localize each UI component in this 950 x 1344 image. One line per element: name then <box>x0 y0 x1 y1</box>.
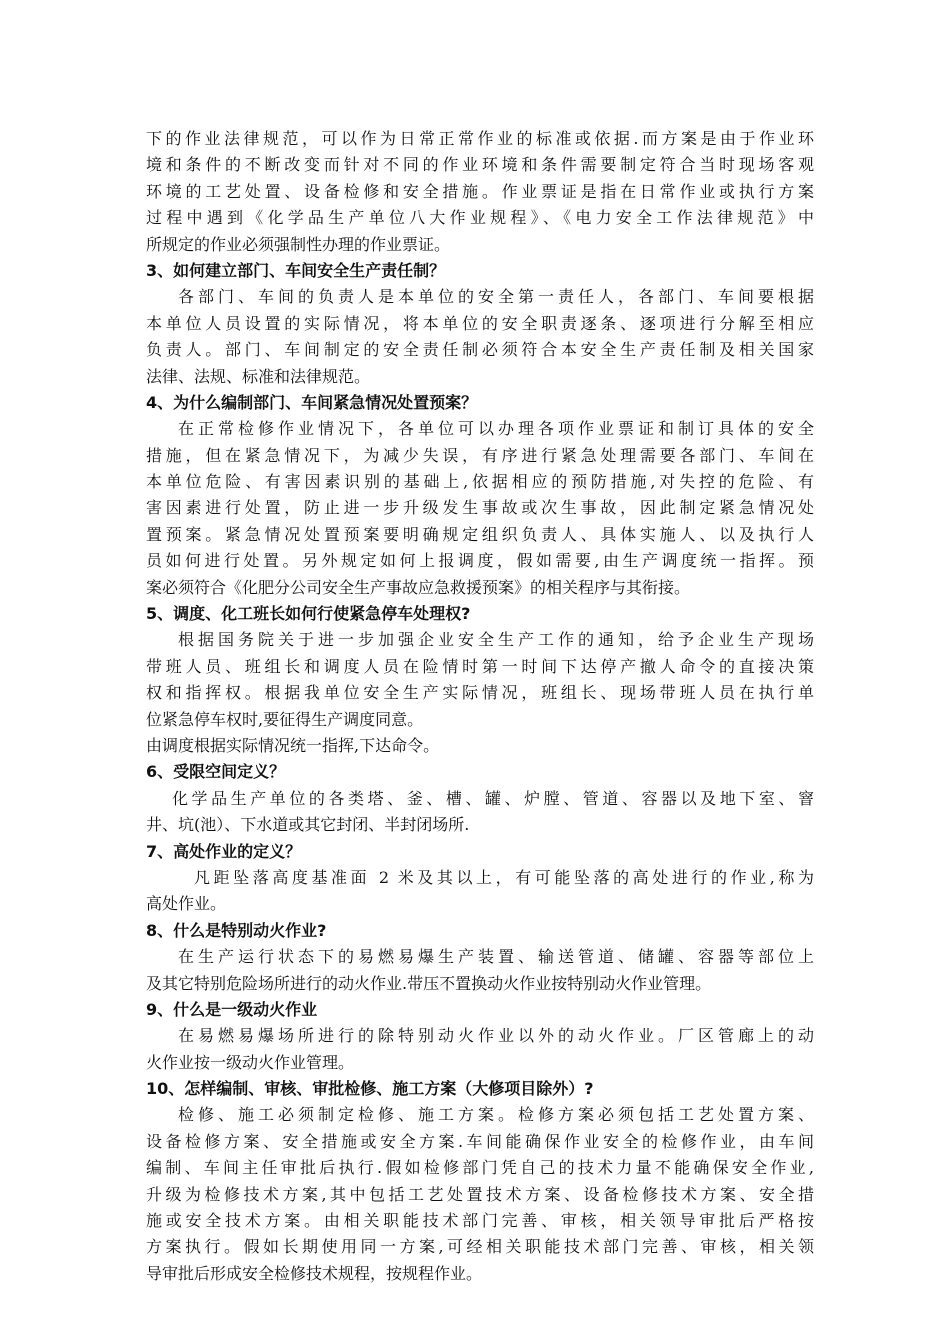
paragraph-line: 施或安全技术方案。由相关职能技术部门完善、审核，相关领导审批后严格按 <box>146 1211 814 1231</box>
paragraph-line: 负责人。部门、车间制定的安全责任制必须符合本安全生产责任制及相关国家 <box>146 340 814 360</box>
section-heading: 9、什么是一级动火作业 <box>146 999 318 1019</box>
paragraph-line: 高处作业。 <box>146 894 227 914</box>
paragraph-line: 本单位危险、有害因素识别的基础上,依据相应的预防措施,对失控的危险、有 <box>146 472 814 492</box>
paragraph-line: 根据国务院关于进一步加强企业安全生产工作的通知，给予企业生产现场 <box>178 630 814 650</box>
section-heading: 4、为什么编制部门、车间紧急情况处置预案？ <box>146 392 478 412</box>
paragraph-line: 及其它特别危险场所进行的动火作业.带压不置换动火作业按特别动火作业管理。 <box>146 973 712 993</box>
paragraph-line: 过程中遇到《化学品生产单位八大作业规程》、《电力安全工作法律规范》中 <box>146 208 814 228</box>
paragraph-line: 方案执行。假如长期使用同一方案,可经相关职能技术部门完善、审核，相关领 <box>146 1237 814 1257</box>
paragraph-line: 案必须符合《化肥分公司安全生产事故应急救援预案》的相关程序与其衔接。 <box>146 577 691 597</box>
paragraph-line: 权和指挥权。根据我单位安全生产实际情况，班组长、现场带班人员在执行单 <box>146 683 814 703</box>
paragraph-line: 编制、车间主任审批后执行.假如检修部门凭自己的技术力量不能确保安全作业, <box>146 1158 814 1178</box>
paragraph-line: 在正常检修作业情况下，各单位可以办理各项作业票证和制订具体的安全 <box>178 419 814 439</box>
paragraph-line: 措施，但在紧急情况下，为减少失误，有序进行紧急处理需要各部门、车间在 <box>146 445 814 465</box>
paragraph-line: 火作业按一级动火作业管理。 <box>146 1052 355 1072</box>
paragraph-line: 境和条件的不断改变而针对不同的作业环境和条件需要制定符合当时现场客观 <box>146 155 814 175</box>
paragraph-line: 法律、法规、标准和法律规范。 <box>146 366 371 386</box>
section-heading: 10、怎样编制、审核、审批检修、施工方案（大修项目除外）? <box>146 1079 594 1099</box>
paragraph-line: 带班人员、班组长和调度人员在险情时第一时间下达停产撤人命令的直接决策 <box>146 656 814 676</box>
paragraph-line: 所规定的作业必须强制性办理的作业票证。 <box>146 234 451 254</box>
paragraph-line: 由调度根据实际情况统一指挥,下达命令。 <box>146 735 440 755</box>
paragraph-line: 检修、施工必须制定检修、施工方案。检修方案必须包括工艺处置方案、 <box>178 1105 814 1125</box>
section-heading: 8、什么是特别动火作业? <box>146 920 327 940</box>
paragraph-line: 各部门、车间的负责人是本单位的安全第一责任人，各部门、车间要根据 <box>178 287 814 307</box>
paragraph-line: 升级为检修技术方案,其中包括工艺处置技术方案、设备检修技术方案、安全措 <box>146 1184 814 1204</box>
section-heading: 3、如何建立部门、车间安全生产责任制？ <box>146 260 446 280</box>
paragraph-line: 环境的工艺处置、设备检修和安全措施。作业票证是指在日常作业或执行方案 <box>146 181 814 201</box>
section-heading: 6、受限空间定义？ <box>146 762 286 782</box>
document-body <box>146 126 814 1287</box>
paragraph-line: 在生产运行状态下的易燃易爆生产装置、输送管道、储罐、容器等部位上 <box>178 947 814 967</box>
paragraph-line: 位紧急停车权时,要征得生产调度同意。 <box>146 709 424 729</box>
paragraph-line: 凡距坠落高度基准面 2 米及其以上，有可能坠落的高处进行的作业,称为 <box>194 867 814 887</box>
section-heading: 7、高处作业的定义？ <box>146 841 302 861</box>
paragraph-line: 在易燃易爆场所进行的除特别动火作业以外的动火作业。厂区管廊上的动 <box>178 1026 814 1046</box>
paragraph-line: 下的作业法律规范，可以作为日常正常作业的标准或依据.而方案是由于作业环 <box>146 129 814 148</box>
paragraph-line: 井、坑(池）、下水道或其它封闭、半封闭场所. <box>146 815 470 835</box>
paragraph-line: 导审批后形成安全检修技术规程，按规程作业。 <box>146 1263 483 1283</box>
paragraph-line: 害因素进行处置，防止进一步升级发生事故或次生事故，因此制定紧急情况处 <box>146 498 814 518</box>
paragraph-line: 置预案。紧急情况处置预案要明确规定组织负责人、具体实施人、以及执行人 <box>146 524 814 544</box>
section-heading: 5、调度、化工班长如何行使紧急停车处理权? <box>146 604 471 624</box>
paragraph-line: 本单位人员设置的实际情况，将本单位的安全职责逐条、逐项进行分解至相应 <box>146 313 814 333</box>
paragraph-line: 员如何进行处置。另外规定如何上报调度，假如需要,由生产调度统一指挥。预 <box>146 551 814 571</box>
paragraph-line: 化学品生产单位的各类塔、釜、槽、罐、炉膛、管道、容器以及地下室、窨 <box>172 788 814 808</box>
paragraph-line: 设备检修方案、安全措施或安全方案.车间能确保作业安全的检修作业，由车间 <box>146 1131 814 1151</box>
